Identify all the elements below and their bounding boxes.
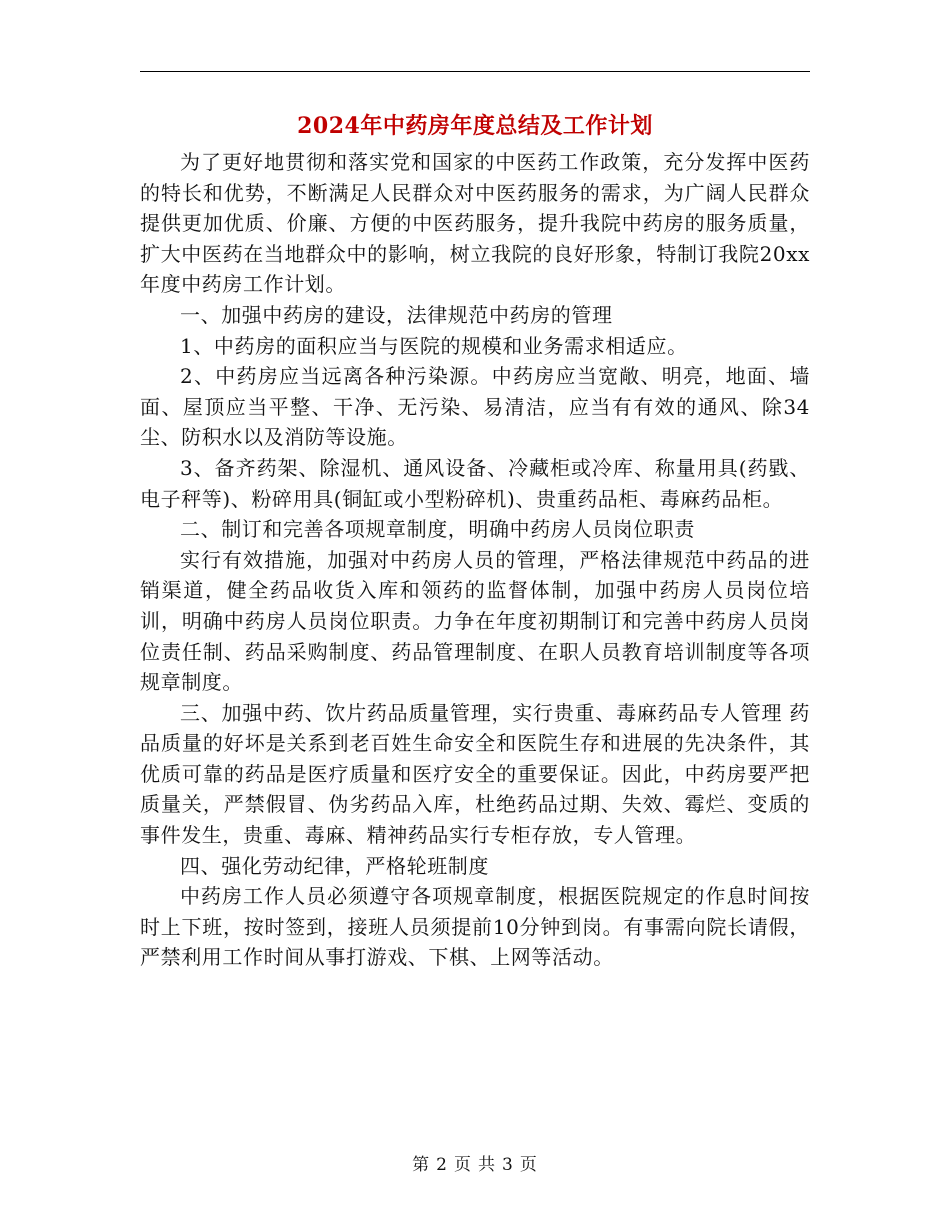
- paragraph-section-4: 中药房工作人员必须遵守各项规章制度，根据医院规定的作息时间按时上下班，按时签到，接班人员须提前10分钟到岗。有事需向院长请假，严禁利用工作时间从事打游戏、下棋、上网等活动。: [140, 884, 810, 970]
- footer-label-page: 第: [412, 1155, 431, 1175]
- footer-current-page: 2: [436, 1155, 448, 1175]
- document-body: [140, 147, 810, 973]
- section-heading-2: 二、制订和完善各项规章制度，明确中药房人员岗位职责: [180, 517, 695, 542]
- paragraph-intro: 为了更好地贯彻和落实党和国家的中医药工作政策，充分发挥中医药的特长和优势，不断满足人民群众对中医药服务的需求，为广阔人民群众提供更加优质、价廉、方便的中医药服务，提升我院中药房的服务质量，扩大中医药在当地群众中的影响，树立我院的良好形象，特制订我院20xx年度中药房工作计划。: [140, 150, 810, 297]
- paragraph-item-1: 1、中药房的面积应当与医院的规模和业务需求相适应。: [180, 333, 688, 358]
- footer-label-total: 共: [478, 1155, 496, 1175]
- footer-label-total-unit: 页: [519, 1155, 538, 1175]
- section-heading-1: 一、加强中药房的建设，法律规范中药房的管理: [180, 302, 613, 327]
- paragraph-section-2: 实行有效措施，加强对中药房人员的管理，严格法律规范中药品的进销渠道，健全药品收货入库和领药的监督体制，加强中药房人员岗位培训，明确中药房人员岗位职责。力争在年度初期制订和完善中药房人员岗位责任制、药品采购制度、药品管理制度、在职人员教育培训制度等各项规章制度。: [140, 547, 810, 695]
- page-footer: [0, 1152, 950, 1178]
- header-rule: [140, 71, 810, 72]
- document-title: 2024年中药房年度总结及工作计划: [297, 113, 653, 139]
- paragraph-item-3: 3、备齐药架、除湿机、通风设备、冷藏柜或冷库、称量用具(药戥、电子秤等)、粉碎用具(铜缸或小型粉碎机)、贵重药品柜、毒麻药品柜。: [140, 455, 810, 511]
- section-heading-4: 四、强化劳动纪律，严格轮班制度: [180, 853, 489, 878]
- paragraph-section-3: 三、加强中药、饮片药品质量管理，实行贵重、毒麻药品专人管理 药品质量的好坏是关系到老百姓生命安全和医院生存和进展的先决条件，其优质可靠的药品是医疗质量和医疗安全的重要保证。因此，中药房要严把质量关，严禁假冒、伪劣药品入库，杜绝药品过期、失效、霉烂、变质的事件发生，贵重、毒麻、精神药品实行专柜存放，专人管理。: [140, 700, 810, 848]
- paragraph-item-2: 2、中药房应当远离各种污染源。中药房应当宽敞、明亮，地面、墙面、屋顶应当平整、干净、无污染、易清洁，应当有有效的通风、除34尘、防积水以及消防等设施。: [140, 364, 810, 450]
- footer-total-pages: 3: [502, 1155, 514, 1175]
- footer-label-page-unit: 页: [454, 1155, 472, 1175]
